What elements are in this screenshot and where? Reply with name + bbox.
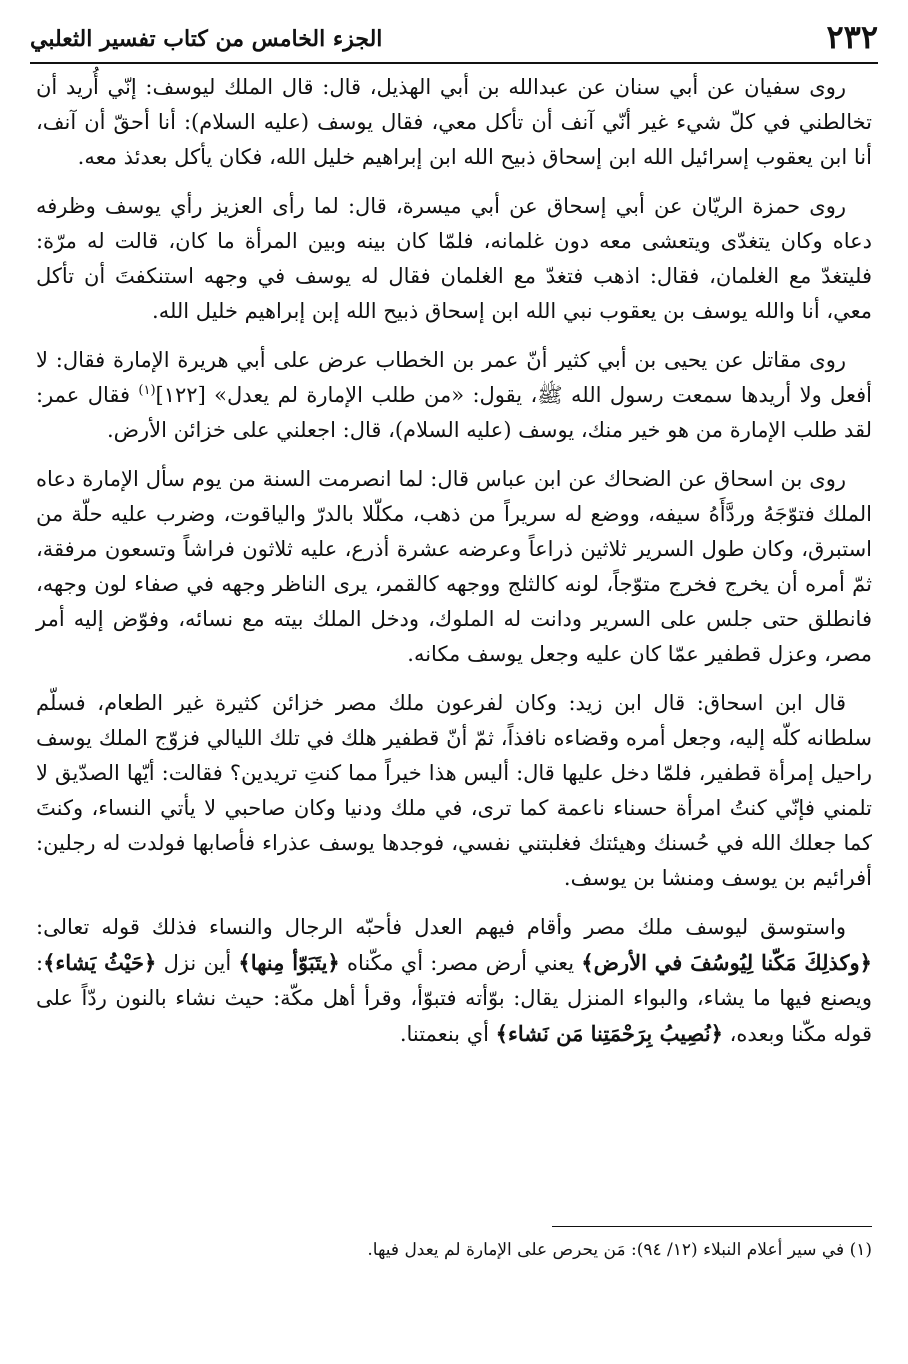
- paragraph-6-text-4: : ويصنع فيها ما يشاء، والبواء المنزل يقال: بوّأته فتبوّأ، وقرأ أهل مكّة: حيث نشاء بالنون ردّاً على قوله مكّنا وبعده،: [36, 951, 872, 1046]
- paragraph-2: روى حمزة الريّان عن أبي إسحاق عن أبي ميسرة، قال: لما رأى العزيز رأي يوسف وظرفه دعاه وكان يتغدّى ويتعشى معه دون غلمانه، فلمّا كان بينه وبين المرأة ما كان، قالت له مرّة: فليتغدّ مع الغلمان، فقال: اذهب فتغدّ مع الغلمان فقال له يوسف في وجهه استنكفتَ أن تأكل معي، أنا والله يوسف بن يعقوب نبي الله ابن إسحاق ذبيح الله إبن إبراهيم خليل الله.: [36, 194, 872, 323]
- footnote-divider: [552, 1226, 872, 1227]
- page-header: [30, 14, 878, 64]
- paragraph-1: روى سفيان عن أبي سنان عن عبدالله بن أبي الهذيل، قال: قال الملك ليوسف: إنّي أُريد أن تخالطني في كلّ شيء غير أنّي آنف أن تأكل معي، فقال يوسف (عليه السلام): أنا أحقّ أن آنف، أنا ابن يعقوب إسرائيل الله ابن إسحاق ذبيح الله ابن إبراهيم خليل الله، فكان يأكل بعدئذ معه.: [36, 75, 872, 169]
- footnote-1: (١) في سير أعلام النبلاء (١٢/ ٩٤): مَن يحرص على الإمارة لم يعدل فيها.: [367, 1240, 872, 1260]
- quran-quote-3: ﴿حَيْثُ يَشاء﴾: [43, 950, 157, 975]
- quran-quote-1: ﴿وكذلِكَ مَكّنا لِيُوسُفَ في الأرض﴾: [581, 950, 872, 975]
- paragraph-3: [36, 343, 872, 448]
- footnote-reference: (١): [138, 383, 156, 398]
- footnotes: [36, 1226, 872, 1263]
- paragraph-6-text-2: يعني أرض مصر: أي مكّناه: [339, 951, 582, 975]
- paragraph-6-text-5: أي بنعمتنا.: [399, 1022, 496, 1046]
- quran-quote-4: ﴿نُصِيبُ بِرَحْمَتِنا مَن نَشاء﴾: [495, 1021, 723, 1046]
- paragraph-3-text-a: روى مقاتل عن يحيى بن أبي كثير أنّ عمر بن الخطاب عرض على أبي هريرة الإمارة فقال: لا أفعل ولا أريدها سمعت رسول الله ﷺ، يقول: «من طلب الإمارة لم يعدل» [١٢٢]: [36, 348, 872, 407]
- paragraph-5: قال ابن اسحاق: قال ابن زيد: وكان لفرعون ملك مصر خزائن كثيرة غير الطعام، فسلّم سلطانه كلّه إليه، وجعل أمره وقضاءه نافذاً، ثمّ أنّ قطفير هلك في تلك الليالي فزوّج الملك يوسف راحيل إمرأة قطفير، فلمّا دخل عليها قال: أليس هذا خيراً مما كنتِ تريدين؟ فقالت: أيّها الصدّيق لا تلمني فإنّي كنتُ امرأة حسناء ناعمة كما ترى، في ملك ودنيا وكان صاحبي لا يأتي النساء، وكنتَ كما جعلك الله في حُسنك وهيئتك فغلبتني نفسي، فوجدها يوسف عذراء فأصابها فولدت له رجلين: أفرائيم بن يوسف ومنشا بن يوسف.: [36, 691, 872, 890]
- page-number: ٢٣٢: [826, 18, 878, 56]
- paragraph-6-text-3: أين نزل: [156, 951, 239, 975]
- main-text: [36, 70, 872, 1066]
- paragraph-6: [36, 910, 872, 1052]
- running-title: الجزء الخامس من كتاب تفسير الثعلبي: [30, 26, 383, 52]
- paragraph-4: روى بن اسحاق عن الضحاك عن ابن عباس قال: لما انصرمت السنة من يوم سأل الإمارة دعاه الملك فتوّجَهُ وردَّأَهُ سيفه، ووضع له سريراً من ذهب، مكلّلا بالدرّ والياقوت، وضرب عليه حلّة من استبرق، وكان طول السرير ثلاثين ذراعاً وعرضه عشرة أذرع، عليه ثلاثون فراشاً وتسعون مرفقة، ثمّ أمره أن يخرج فخرج متوّجاً، لونه كالثلج ووجهه كالقمر، يرى الناظر وجهه في صفاء لون وجهه، فانطلق حتى جلس على السرير ودانت له الملوك، ودخل الملك بيته مع نسائه، وفوّض إليه أمر مصر، وعزل قطفير عمّا كان عليه وجعل يوسف مكانه.: [36, 467, 872, 666]
- paragraph-6-text-1: واستوسق ليوسف ملك مصر وأقام فيهم العدل فأحبّه الرجال والنساء فذلك قوله تعالى:: [36, 915, 846, 939]
- paragraph-3-text-b: فقال عمر: لقد طلب الإمارة من هو خير منك، يوسف (عليه السلام)، قال: اجعلني على خزائن الأرض.: [36, 383, 872, 442]
- quran-quote-2: ﴿يتَبَوّأ مِنها﴾: [238, 950, 340, 975]
